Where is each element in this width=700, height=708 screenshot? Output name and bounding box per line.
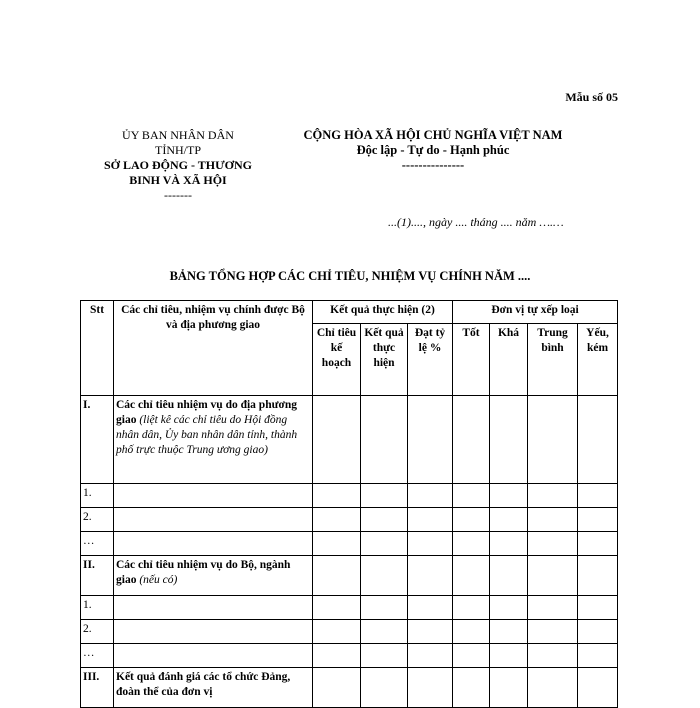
form-number: Mẫu số 05 (565, 90, 618, 104)
national-header (278, 128, 588, 173)
document-title: BẢNG TỔNG HỢP CÁC CHỈ TIÊU, NHIỆM VỤ CHÍNH NĂM .... (169, 269, 531, 283)
header-rating-group: Đơn vị tự xếp loại (453, 301, 618, 324)
national-title: CỘNG HÒA XÃ HỘI CHỦ NGHĨA VIỆT NAM (303, 128, 563, 142)
table-row (81, 532, 618, 556)
header-results-group: Kết quả thực hiện (2) (313, 301, 453, 324)
header-targets: Các chỉ tiêu, nhiệm vụ chính được Bộ và địa phương giao (114, 301, 313, 396)
row-number: … (81, 644, 114, 668)
section-number: III. (81, 668, 114, 708)
section-row-2 (81, 556, 618, 596)
row-number: … (81, 532, 114, 556)
table-row (81, 484, 618, 508)
section-title: Các chỉ tiêu nhiệm vụ do Bộ, ngành giao (116, 559, 291, 586)
header-fair: Khá (490, 324, 528, 396)
table-row (81, 644, 618, 668)
date-line: ...(1)...., ngày .... tháng .... năm ….… (388, 215, 564, 229)
section-note: (liệt kê các chỉ tiêu do Hội đồng nhân dân, Ủy ban nhân dân tỉnh, thành phố trực thuộc Trung ương giao) (116, 414, 298, 456)
table-row (81, 620, 618, 644)
section-title: Kết quả đánh giá các tổ chức Đảng, đoàn thể của đơn vị (116, 671, 291, 698)
section-number: II. (81, 556, 114, 596)
header-row-1 (81, 301, 618, 324)
row-number: 2. (81, 508, 114, 532)
agency-line-1: ỦY BAN NHÂN DÂN (122, 128, 234, 142)
section-text (114, 396, 313, 484)
header-stt: Stt (81, 301, 114, 396)
section-text (114, 556, 313, 596)
header-result: Kết quả thực hiện (361, 324, 408, 396)
table-row (81, 508, 618, 532)
national-divider: --------------- (401, 158, 465, 172)
agency-divider: ------- (164, 188, 192, 202)
agency-line-3: SỞ LAO ĐỘNG - THƯƠNG (103, 158, 252, 172)
summary-table (80, 300, 618, 708)
agency-line-4: BINH VÀ XÃ HỘI (129, 173, 227, 187)
section-number: I. (81, 396, 114, 484)
section-row-3 (81, 668, 618, 708)
section-row-1 (81, 396, 618, 484)
table-row (81, 596, 618, 620)
header-weak: Yếu, kém (578, 324, 618, 396)
national-motto: Độc lập - Tự do - Hạnh phúc (356, 143, 510, 157)
row-number: 1. (81, 484, 114, 508)
header-average: Trung bình (528, 324, 578, 396)
issuing-agency-header (88, 128, 268, 203)
section-title: Các chỉ tiêu nhiệm vụ do địa phương giao (116, 399, 298, 426)
section-text (114, 668, 313, 708)
section-note: (nếu có) (139, 574, 178, 586)
agency-line-2: TỈNH/TP (155, 143, 201, 157)
row-number: 2. (81, 620, 114, 644)
header-plan: Chỉ tiêu kế hoạch (313, 324, 361, 396)
header-good: Tốt (453, 324, 490, 396)
row-number: 1. (81, 596, 114, 620)
header-percent: Đạt tỷ lệ % (408, 324, 453, 396)
